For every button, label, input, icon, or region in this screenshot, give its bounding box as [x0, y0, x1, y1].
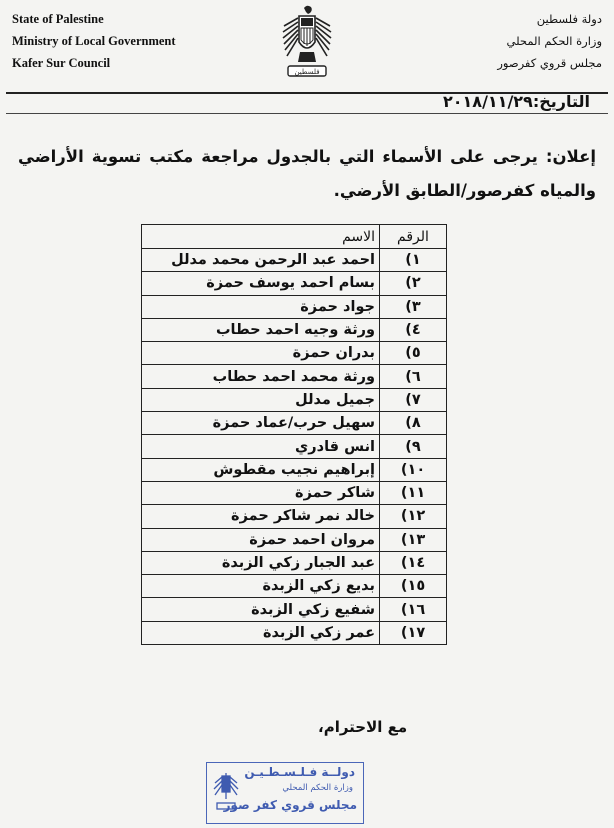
row-name: بديع زكي الزبدة	[142, 575, 380, 598]
row-name: جواد حمزة	[142, 295, 380, 318]
row-number: ١٦)	[380, 598, 447, 621]
table-row	[142, 435, 447, 458]
row-name: ورثة محمد احمد حطاب	[142, 365, 380, 388]
row-name: شاكر حمزة	[142, 481, 380, 504]
table-header-row	[142, 225, 447, 249]
row-name: احمد عبد الرحمن محمد مدلل	[142, 249, 380, 272]
eagle-emblem-icon	[280, 4, 334, 84]
stamp-line-council: مجلس قروي كفر صور	[223, 798, 357, 812]
column-header-name: الاسم	[142, 225, 380, 249]
table-row	[142, 342, 447, 365]
table-row	[142, 481, 447, 504]
row-number: ١٢)	[380, 505, 447, 528]
header-en-council: Kafer Sur Council	[12, 56, 111, 70]
row-name: بسام احمد يوسف حمزة	[142, 272, 380, 295]
stamp-line-state: دولــة فـلـسـطـيـن	[244, 765, 355, 779]
header-english	[12, 8, 176, 74]
table-row	[142, 528, 447, 551]
table-row	[142, 598, 447, 621]
table-row	[142, 551, 447, 574]
table-row	[142, 318, 447, 341]
row-number: ١٤)	[380, 551, 447, 574]
row-name: شفيع زكي الزبدة	[142, 598, 380, 621]
table-row	[142, 575, 447, 598]
header-ar-ministry: وزارة الحكم المحلي	[506, 34, 602, 48]
row-number: ١٧)	[380, 621, 447, 644]
table-row	[142, 412, 447, 435]
row-name: جميل مدلل	[142, 388, 380, 411]
row-number: ١٥)	[380, 575, 447, 598]
row-name: إبراهيم نجيب مقطوش	[142, 458, 380, 481]
row-number: ٦)	[380, 365, 447, 388]
table-row	[142, 458, 447, 481]
row-number: ٢)	[380, 272, 447, 295]
table-row	[142, 249, 447, 272]
header-arabic	[497, 8, 602, 74]
header-en-ministry: Ministry of Local Government	[12, 34, 176, 48]
row-number: ٨)	[380, 412, 447, 435]
row-number: ٩)	[380, 435, 447, 458]
row-name: سهيل حرب/عماد حمزة	[142, 412, 380, 435]
row-number: ٧)	[380, 388, 447, 411]
table-row	[142, 295, 447, 318]
row-name: عبد الجبار زكي الزبدة	[142, 551, 380, 574]
date-divider	[6, 113, 608, 114]
table-row	[142, 388, 447, 411]
document-date: التاريخ:٢٠١٨/١١/٢٩	[443, 92, 590, 111]
header-ar-council: مجلس قروي كفرصور	[497, 56, 602, 70]
row-number: ١١)	[380, 481, 447, 504]
announcement-text: إعلان: يرجى على الأسماء التي بالجدول مراجعة مكتب تسوية الأراضي والمياه كفرصور/الطابق الأرضي.	[18, 147, 596, 200]
row-name: خالد نمر شاكر حمزة	[142, 505, 380, 528]
row-number: ١)	[380, 249, 447, 272]
row-name: بدران حمزة	[142, 342, 380, 365]
row-name: انس قادري	[142, 435, 380, 458]
row-number: ٥)	[380, 342, 447, 365]
row-number: ٤)	[380, 318, 447, 341]
row-number: ١٣)	[380, 528, 447, 551]
row-name: ورثة وجيه احمد حطاب	[142, 318, 380, 341]
table-row	[142, 272, 447, 295]
row-name: مروان احمد حمزة	[142, 528, 380, 551]
column-header-number: الرقم	[380, 225, 447, 249]
row-name: عمر زكي الزبدة	[142, 621, 380, 644]
table-row	[142, 621, 447, 644]
row-number: ١٠)	[380, 458, 447, 481]
closing-regards: مع الاحترام،	[318, 718, 408, 736]
official-stamp	[206, 762, 364, 824]
table-row	[142, 505, 447, 528]
stamp-line-ministry: وزارة الحكم المحلي	[282, 783, 353, 793]
names-table	[141, 224, 447, 645]
header-ar-state: دولة فلسطين	[536, 12, 602, 26]
table-row	[142, 365, 447, 388]
emblem-scroll-text: فلسطين	[294, 68, 320, 76]
row-number: ٣)	[380, 295, 447, 318]
header-en-state: State of Palestine	[12, 12, 104, 26]
